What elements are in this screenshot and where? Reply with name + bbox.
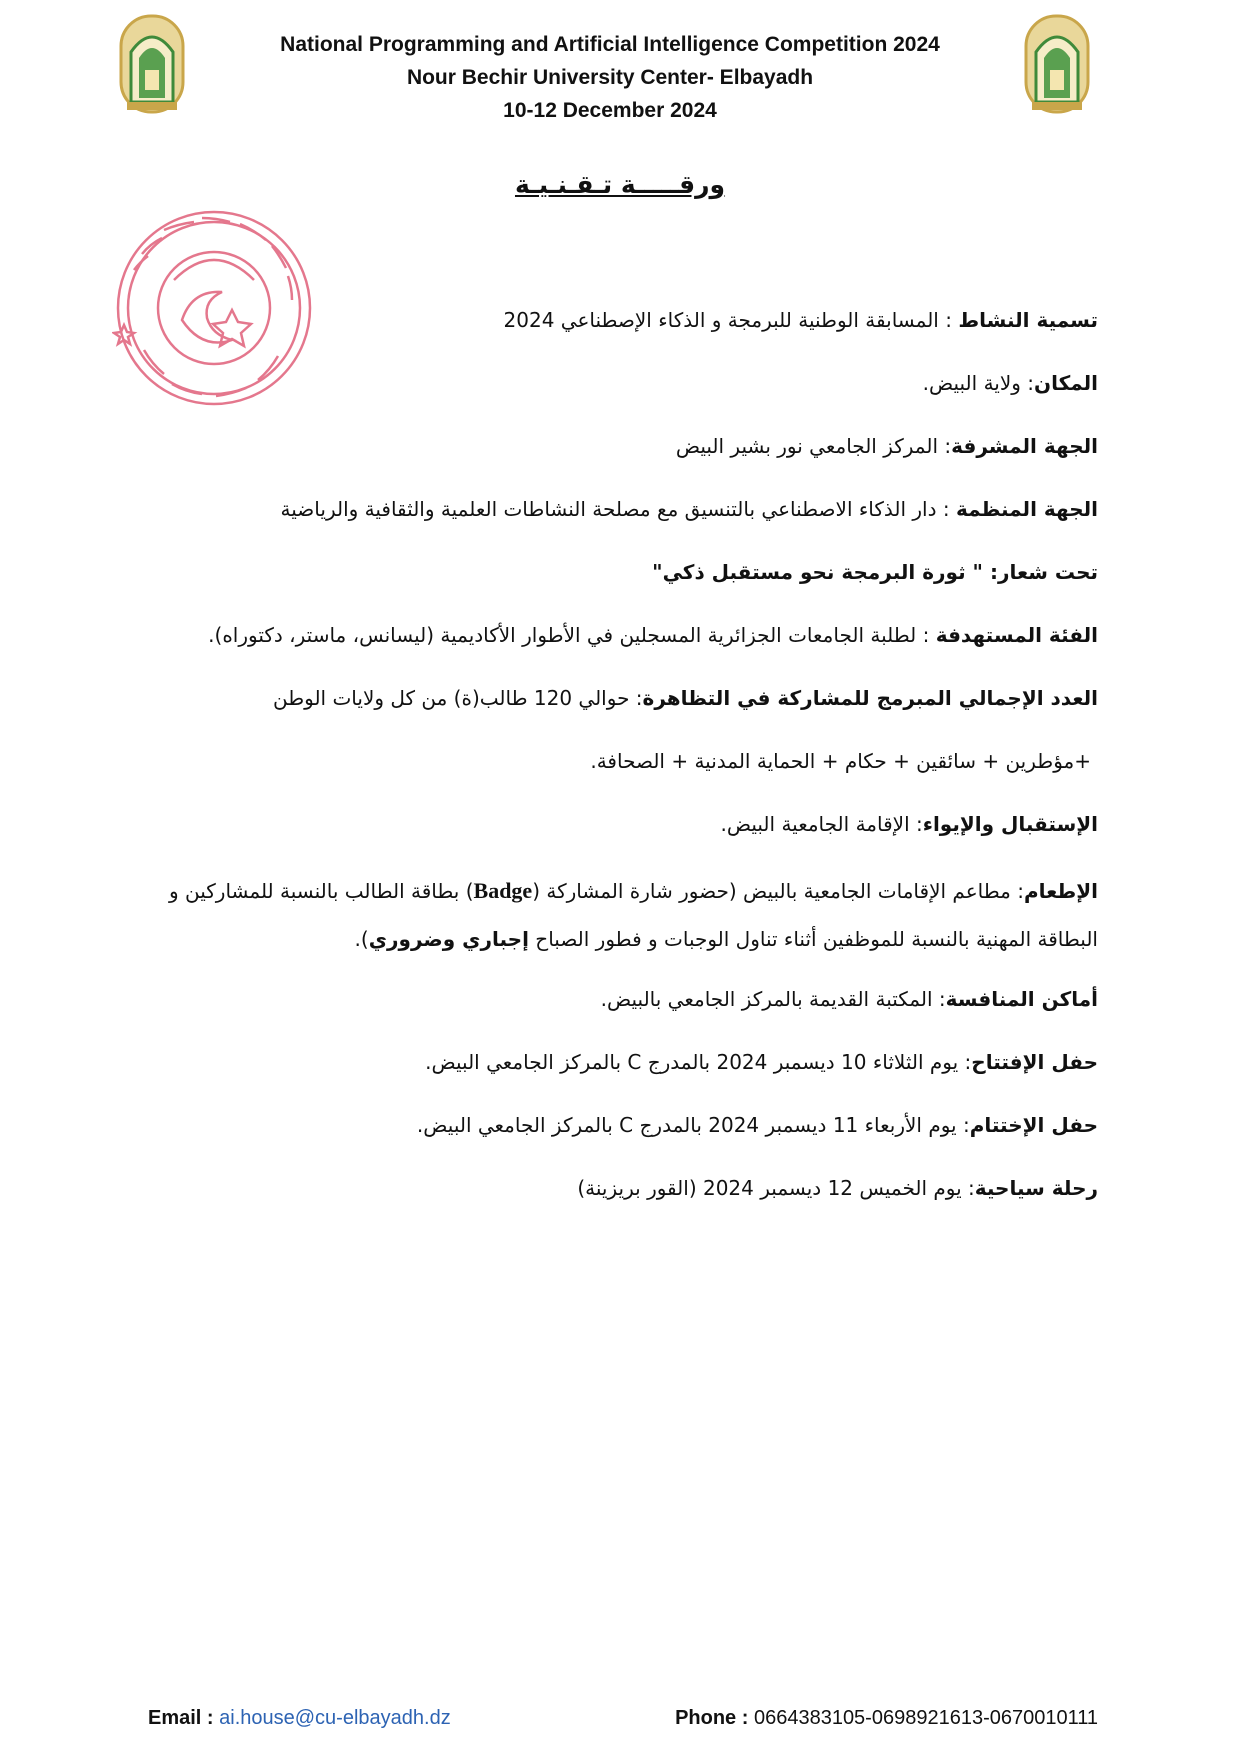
email-label: Email : — [148, 1707, 220, 1729]
document-header — [200, 28, 1020, 127]
field-label: المكان — [1034, 371, 1098, 395]
field-closing — [120, 1105, 1098, 1168]
technical-sheet-content — [120, 300, 1098, 1231]
field-value: : المكتبة القديمة بالمركز الجامعي بالبيض. — [600, 987, 946, 1011]
badge-word: Badge — [473, 878, 533, 903]
field-label: أماكن المنافسة — [945, 987, 1098, 1011]
field-label: رحلة سياحية — [974, 1176, 1098, 1200]
phone-label: Phone : — [675, 1707, 754, 1729]
field-label: الإطعام — [1023, 879, 1098, 903]
field-catering — [120, 867, 1098, 979]
field-place — [120, 363, 1098, 426]
field-value-continued: ) بطاقة الطالب بالنسبة للمشاركين و البطاقة المهنية بالنسبة للموظفين أثناء تناول الوجبات و فطور الصباح — [168, 879, 1098, 951]
field-value: : حوالي 120 طالب(ة) من كل ولايات الوطن — [272, 686, 643, 710]
field-value: : دار الذكاء الاصطناعي بالتنسيق مع مصلحة النشاطات العلمية والثقافية والرياضية — [280, 497, 956, 521]
field-value: : لطلبة الجامعات الجزائرية المسجلين في الأطوار الأكاديمية (ليسانس، ماستر، دكتوراه). — [208, 623, 936, 647]
university-logo-left — [119, 14, 185, 114]
field-label: حفل الإختتام — [969, 1113, 1098, 1137]
field-value: : ولاية البيض. — [922, 371, 1035, 395]
university-logo-right — [1024, 14, 1090, 114]
mandatory-text: إجباري وضروري — [368, 927, 529, 951]
field-reception — [120, 804, 1098, 867]
field-participants-extra — [120, 741, 1098, 804]
field-activity — [120, 300, 1098, 363]
field-label: حفل الإفتتاح — [971, 1050, 1098, 1074]
header-line-university: Nour Bechir University Center- Elbayadh — [406, 66, 814, 89]
field-participants — [120, 678, 1098, 741]
field-value: : المسابقة الوطنية للبرمجة و الذكاء الإصطناعي 2024 — [503, 308, 959, 332]
field-value: : الإقامة الجامعية البيض. — [720, 812, 923, 836]
field-opening — [120, 1042, 1098, 1105]
field-label: الفئة المستهدفة — [935, 623, 1098, 647]
field-label: الجهة المشرفة — [951, 434, 1098, 458]
field-value: : يوم الأربعاء 11 ديسمبر 2024 بالمدرج C بالمركز الجامعي البيض. — [416, 1113, 970, 1137]
phone-numbers: 0664383105-0698921613-0670010111 — [753, 1707, 1098, 1729]
field-supervisor — [120, 426, 1098, 489]
header-line-dates: 10-12 December 2024 — [503, 99, 717, 122]
field-label: تسمية النشاط — [958, 308, 1098, 332]
field-venues — [120, 979, 1098, 1042]
field-label: تحت شعار — [997, 560, 1098, 584]
footer-email — [148, 1707, 451, 1730]
field-value: +مؤطرين + سائقين + حكام + الحماية المدنية + الصحافة. — [590, 749, 1091, 773]
field-value: : المركز الجامعي نور بشير البيض — [675, 434, 952, 458]
footer-phone — [675, 1707, 1098, 1730]
field-label: الإستقبال والإيواء — [922, 812, 1098, 836]
field-trip — [120, 1168, 1098, 1231]
field-label: العدد الإجمالي المبرمج للمشاركة في التظاهرة — [642, 686, 1098, 710]
field-value: : يوم الخميس 12 ديسمبر 2024 (القور بريزينة) — [577, 1176, 975, 1200]
field-label: الجهة المنظمة — [955, 497, 1098, 521]
field-target — [120, 615, 1098, 678]
field-value-end: ). — [354, 927, 369, 951]
field-value: : مطاعم الإقامات الجامعية بالبيض (حضور شارة المشاركة ( — [532, 879, 1024, 903]
document-title: ورقـــــة تـقـنـيـة — [514, 170, 726, 199]
field-slogan: تحت شعار: " ثورة البرمجة نحو مستقبل ذكي" — [652, 560, 1098, 584]
header-line-competition: National Programming and Artificial Intelligence Competition 2024 — [280, 33, 940, 56]
field-value: " ثورة البرمجة نحو مستقبل ذكي" — [652, 560, 983, 584]
email-link[interactable]: ai.house@cu-elbayadh.dz — [219, 1707, 451, 1729]
field-organizer — [120, 489, 1098, 552]
field-value: : يوم الثلاثاء 10 ديسمبر 2024 بالمدرج C بالمركز الجامعي البيض. — [425, 1050, 972, 1074]
